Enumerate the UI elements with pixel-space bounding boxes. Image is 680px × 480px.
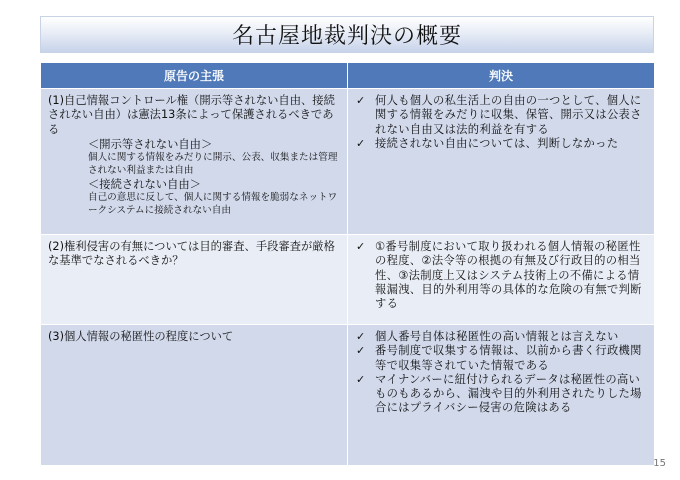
list-item bbox=[355, 94, 648, 137]
ruling-list bbox=[355, 330, 648, 416]
ruling-cell bbox=[348, 325, 655, 466]
table-row bbox=[41, 235, 655, 325]
table-row bbox=[41, 89, 655, 235]
check-icon: ✓ bbox=[356, 240, 366, 253]
ruling-text: 何人も個人の私生活上の自由の一つとして、個人に関する情報をみだりに収集、保管、開示又は公表されない自由又は法的利益を有する bbox=[375, 94, 642, 136]
ruling-text: 接続されない自由については、判断しなかった bbox=[375, 136, 619, 150]
claim-text: (2)権利侵害の有無については目的審査、手段審査が厳格な基準でなされるべきか？ bbox=[48, 240, 335, 268]
ruling-cell bbox=[348, 235, 655, 325]
claim-cell bbox=[41, 325, 348, 466]
check-icon: ✓ bbox=[356, 136, 366, 150]
claim-text: (1)自己情報コントロール権（開示等されない自由、接続されない自由）は憲法13条によって保護されるべきである bbox=[48, 94, 335, 136]
ruling-text: 番号制度で収集する情報は、以前から書く行政機関等で収集等されていた情報である bbox=[375, 344, 642, 372]
ruling-text: ①番号制度において取り扱われる個人情報の秘匿性の程度、②法令等の根拠の有無及び行政目的の相当性、③法制度上又はシステム技術上の不備による情報漏洩、目的外利用等の具体的な危険の有無で判断する bbox=[375, 240, 642, 311]
header-plaintiff-claim: 原告の主張 bbox=[41, 63, 348, 89]
list-item bbox=[355, 240, 648, 311]
claim-cell bbox=[41, 89, 348, 235]
header-ruling: 判決 bbox=[348, 63, 655, 89]
ruling-text: 個人番号自体は秘匿性の高い情報とは言えない bbox=[375, 330, 619, 343]
list-item bbox=[355, 373, 648, 416]
ruling-list bbox=[355, 94, 648, 151]
claim-subtext: 個人に関する情報をみだりに開示、公表、収集または管理されない利益または自由 bbox=[88, 152, 338, 176]
check-icon: ✓ bbox=[356, 372, 366, 386]
claim-subtext: 自己の意思に反して、個人に関する情報を脆弱なネットワークシステムに接続されない自由 bbox=[88, 192, 338, 216]
check-icon: ✓ bbox=[356, 344, 366, 358]
claim-subheading: ＜接続されない自由＞ bbox=[88, 178, 201, 192]
ruling-cell bbox=[348, 89, 655, 235]
check-icon: ✓ bbox=[356, 330, 366, 343]
page-title: 名古屋地裁判決の概要 bbox=[231, 24, 462, 49]
claim-text: (3)個人情報の秘匿性の程度について bbox=[48, 330, 234, 343]
ruling-list bbox=[355, 240, 648, 311]
table-row bbox=[41, 325, 655, 466]
claim-cell bbox=[41, 235, 348, 325]
ruling-text: マイナンバーに紐付けられるデータは秘匿性の高いものもあるから、漏洩や目的外利用されたりした場合にはプライバシー侵害の危険はある bbox=[375, 372, 642, 415]
check-icon: ✓ bbox=[356, 94, 366, 107]
page-number: 15 bbox=[653, 458, 666, 469]
list-item bbox=[355, 330, 648, 344]
claim-subheading: ＜開示等されない自由＞ bbox=[88, 137, 213, 151]
title-bar bbox=[40, 16, 654, 53]
summary-table bbox=[40, 62, 655, 466]
table-header-row bbox=[41, 63, 655, 89]
list-item bbox=[355, 137, 648, 151]
list-item bbox=[355, 344, 648, 373]
